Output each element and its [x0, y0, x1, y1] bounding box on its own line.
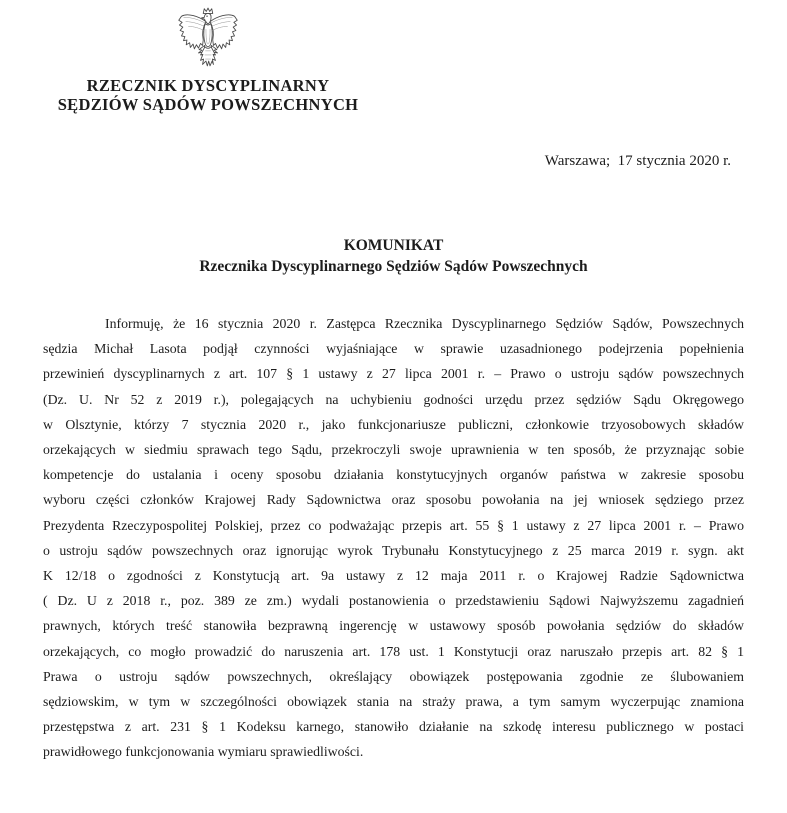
paragraph-line: ( Dz. U z 2018 r., poz. 389 ze zm.) wydali postanowienia o przedstawieniu Sądowi Najwyższemu zagadnień [43, 593, 744, 609]
paragraph-line: przestępstwa z art. 231 § 1 Kodeksu karnego, stanowiło działanie na szkodę interesu publicznego w postaci [43, 719, 744, 735]
paragraph-line: orzekających w siedmiu sprawach tego Sądu, przekroczyli swoje uprawnienia w ten sposób, że przyznając sobie [43, 442, 744, 458]
paragraph-line: sędzia Michał Lasota podjął czynności wyjaśniające w sprawie uzasadnionego podejrzenia popełnienia [43, 341, 744, 357]
paragraph-line: kompetencje do ustalania i oceny sposobu działania konstytucyjnych organów państwa w zakresie sposobu [43, 467, 744, 483]
paragraph-line: Informuję, że 16 stycznia 2020 r. Zastępca Rzecznika Dyscyplinarnego Sędziów Sądów, Powszechnych [105, 316, 744, 331]
paragraph-line: K 12/18 o zgodności z Konstytucją art. 9a ustawy z 12 maja 2011 r. o Krajowej Radzie Sądownictwa [43, 568, 744, 584]
document-title [0, 236, 787, 277]
paragraph-line: o ustroju sądów powszechnych oraz ignorując wyrok Trybunału Konstytucyjnego z 25 marca 2019 r. sygn. akt [43, 542, 744, 558]
paragraph-line: Prawa o ustroju sądów powszechnych, określający obowiązek postępowania zgodnie ze ślubowaniem [43, 668, 744, 684]
title-subtitle: Rzecznika Dyscyplinarnego Sędziów Sądów Powszechnych [199, 257, 588, 275]
title-main: KOMUNIKAT [343, 237, 444, 254]
paragraph-line: prawnych, których treść stanowiła bezprawną ingerencję w ustawowy sposób powołania sędziów do składów [43, 618, 744, 634]
place-date-line: Warszawa; 17 stycznia 2020 r. [544, 153, 731, 169]
paragraph-line: Prezydenta Rzeczypospolitej Polskiej, przez co podważając przepis art. 55 § 1 ustawy z 27 lipca 2001 r. – Prawo [43, 517, 744, 533]
letterhead [50, 6, 366, 114]
paragraph-line: przewinień dyscyplinarnych z art. 107 § 1 ustawy z 27 lipca 2001 r. – Prawo o ustroju sądów powszechnych [43, 366, 744, 382]
body-paragraph [43, 311, 744, 765]
paragraph-line: orzekających, co mogło prowadzić do naruszenia art. 178 ust. 1 Konstytucji oraz naruszało przepis art. 82 § 1 [43, 643, 744, 659]
paragraph-line: prawidłowego funkcjonowania wymiaru sprawiedliwości. [43, 744, 364, 760]
paragraph-line: wyboru części członków Krajowej Rady Sądownictwa oraz sposobu powołania na jej wniosek sędziego przez [43, 492, 744, 508]
paragraph-line: sędziowskim, w tym w szczególności obowiązek stania na straży prawa, a tym samym wyczerpując znamiona [43, 694, 744, 710]
institution-name-line2: SĘDZIÓW SĄDÓW POWSZECHNYCH [57, 95, 359, 114]
polish-eagle-emblem [50, 6, 366, 74]
institution-name-line1: RZECZNIK DYSCYPLINARNY [86, 76, 330, 95]
paragraph-line: (Dz. U. Nr 52 z 2019 r.), polegających na uchybieniu godności urzędu przez sędziów Sądu Okręgowego [43, 391, 744, 407]
paragraph-line: w Olsztynie, którzy 7 stycznia 2020 r., jako funkcjonariusze publiczni, członkowie trzyosobowych składów [43, 416, 744, 432]
